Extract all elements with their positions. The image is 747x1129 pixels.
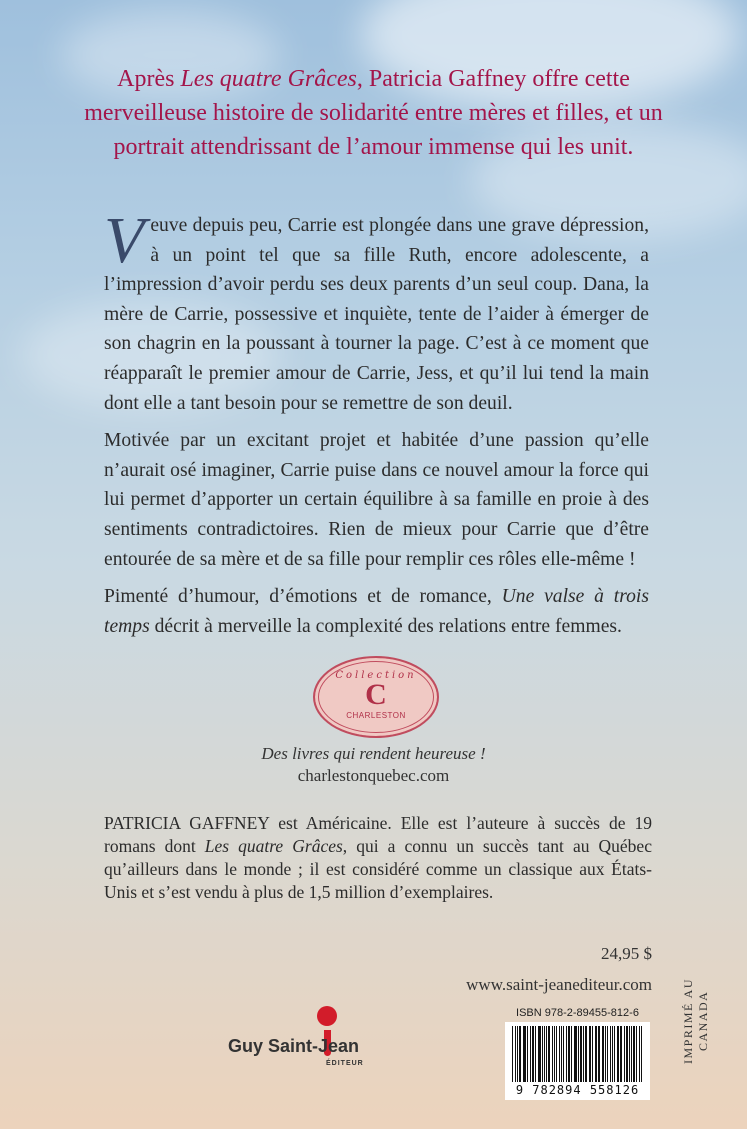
barcode-bar xyxy=(566,1026,567,1082)
collection-tagline: Des livres qui rendent heureuse ! xyxy=(261,744,486,763)
barcode-bar xyxy=(598,1026,599,1082)
publisher-sub: ÉDITEUR xyxy=(326,1060,364,1067)
paragraph-1-text: euve depuis peu, Carrie est plongée dans une grave dépression, à un point tel que sa fille Ruth, encore adolescente, a l’impression d’avoir perdu ses deux parents d’un seul coup. Dana, la mère de Carrie, possessive et inquiète, tente de l’aider à émerger de son chagrin en la poussant à tourner la page. C’est à ce moment que réapparaît le premier amour de Carrie, Jess, et qu’il lui tend la main dont elle a tant besoin pour se remettre de son deuil. xyxy=(104,215,649,414)
barcode-bar xyxy=(546,1026,547,1082)
barcode-bar xyxy=(527,1026,528,1082)
paragraph-3-rest: décrit à merveille la complexité des relations entre femmes. xyxy=(149,615,622,637)
barcode-bar xyxy=(641,1026,642,1082)
barcode-bar xyxy=(556,1026,557,1082)
barcode-bar xyxy=(617,1026,619,1082)
collection-seal-logo xyxy=(313,656,439,738)
barcode-bar xyxy=(563,1026,564,1082)
barcode-bar xyxy=(539,1026,540,1082)
publisher-website: www.saint-jeanediteur.com xyxy=(466,975,652,994)
barcode-bar xyxy=(633,1026,635,1082)
paragraph-3-prefix: Pimenté d’humour, d’émotions et de romance, xyxy=(104,586,502,608)
barcode-bars xyxy=(512,1026,643,1082)
seal-script: Collection xyxy=(335,670,417,681)
author-bio-prefix: PATRICIA GAFFNEY est Américaine. Elle est l’auteure à succès de 19 romans dont xyxy=(104,813,652,856)
synopsis xyxy=(104,204,649,649)
barcode-bar xyxy=(524,1026,525,1082)
intro-rest: , Patricia Gaffney offre cette merveilleuse histoire de solidarité entre mères et filles, et un portrait attendrissant de l’amour immense qui les unit. xyxy=(84,66,663,160)
synopsis-paragraph-2: Motivée par un excitant projet et habitée d’une passion qu’elle n’aurait osé imaginer, Carrie puise dans ce nouvel amour la force qui lui permet d’apporter un certain équilibre à sa famille en proie à des sentiments contradictoires. Rien de mieux pour Carrie que d’être entourée de sa mère et de sa fille pour remplir ces rôles elle-même ! xyxy=(104,430,649,570)
barcode-bar xyxy=(639,1026,640,1082)
barcode-bar xyxy=(512,1026,513,1082)
author-bio-rest: , qui a connu un succès tant au Québec qu’ailleurs dans le monde ; il est considéré comme un classique aux États-Unis et s’est vendu à plus de 1,5 million d’exemplaires. xyxy=(104,836,652,902)
barcode-bar xyxy=(544,1026,545,1082)
barcode-bar xyxy=(542,1026,543,1082)
seal-letter: C xyxy=(365,678,387,711)
barcode-bar xyxy=(530,1026,531,1082)
paragraph-3-book-title: Une valse à trois temps xyxy=(104,586,649,637)
barcode-bar xyxy=(571,1026,572,1082)
barcode-bar xyxy=(626,1026,627,1082)
isbn: ISBN 978-2-89455-812-6 xyxy=(516,1007,639,1019)
barcode xyxy=(505,1022,650,1100)
barcode-bar xyxy=(636,1026,637,1082)
price: 24,95 $ xyxy=(601,944,652,963)
barcode-bar xyxy=(585,1026,586,1082)
barcode-bar xyxy=(517,1026,518,1082)
publisher-name: Guy Saint-Jean xyxy=(228,1036,360,1056)
intro-blurb xyxy=(80,62,667,164)
synopsis-paragraph-1 xyxy=(104,204,649,418)
barcode-bar xyxy=(580,1026,582,1082)
publisher-logo xyxy=(228,1000,378,1090)
barcode-bar xyxy=(532,1026,534,1082)
barcode-bar xyxy=(519,1026,521,1082)
barcode-bar xyxy=(559,1026,560,1082)
collection-website: charlestonquebec.com xyxy=(297,766,450,785)
barcode-bar xyxy=(595,1026,596,1082)
barcode-bar xyxy=(523,1026,524,1082)
author-bio-book-title: Les quatre Grâces xyxy=(204,836,343,856)
logo-dot-icon xyxy=(317,1006,337,1026)
barcode-bar xyxy=(561,1026,562,1082)
barcode-digits: 9 782894 558126 xyxy=(515,1083,640,1097)
barcode-bar xyxy=(554,1026,555,1082)
barcode-bar xyxy=(552,1026,553,1082)
barcode-bar xyxy=(599,1026,600,1082)
intro-prefix: Après xyxy=(117,66,181,92)
barcode-bar xyxy=(607,1026,608,1082)
barcode-bar xyxy=(610,1026,611,1082)
drop-cap: V xyxy=(104,204,145,277)
author-bio xyxy=(104,812,652,904)
barcode-bar xyxy=(602,1026,604,1082)
barcode-bar xyxy=(624,1026,625,1082)
barcode-bar xyxy=(535,1026,536,1082)
barcode-bar xyxy=(575,1026,576,1082)
seal-word: CHARLESTON xyxy=(346,711,406,720)
barcode-bar xyxy=(574,1026,575,1082)
printed-in-canada: IMPRIMÉ AU CANADA xyxy=(681,978,710,1065)
barcode-bar xyxy=(605,1026,606,1082)
barcode-bar xyxy=(589,1026,590,1082)
barcode-bar xyxy=(538,1026,539,1082)
barcode-bar xyxy=(578,1026,579,1082)
barcode-bar xyxy=(548,1026,550,1082)
barcode-bar xyxy=(629,1026,630,1082)
barcode-bar xyxy=(583,1026,584,1082)
barcode-bar xyxy=(568,1026,570,1082)
barcode-bar xyxy=(592,1026,593,1082)
barcode-bar xyxy=(620,1026,621,1082)
barcode-bar xyxy=(590,1026,591,1082)
synopsis-paragraph-3 xyxy=(104,582,649,641)
barcode-bar xyxy=(621,1026,622,1082)
barcode-bar xyxy=(631,1026,632,1082)
intro-book-title: Les quatre Grâces xyxy=(180,66,357,92)
barcode-bar xyxy=(515,1026,516,1082)
barcode-bar xyxy=(614,1026,615,1082)
barcode-bar xyxy=(612,1026,613,1082)
